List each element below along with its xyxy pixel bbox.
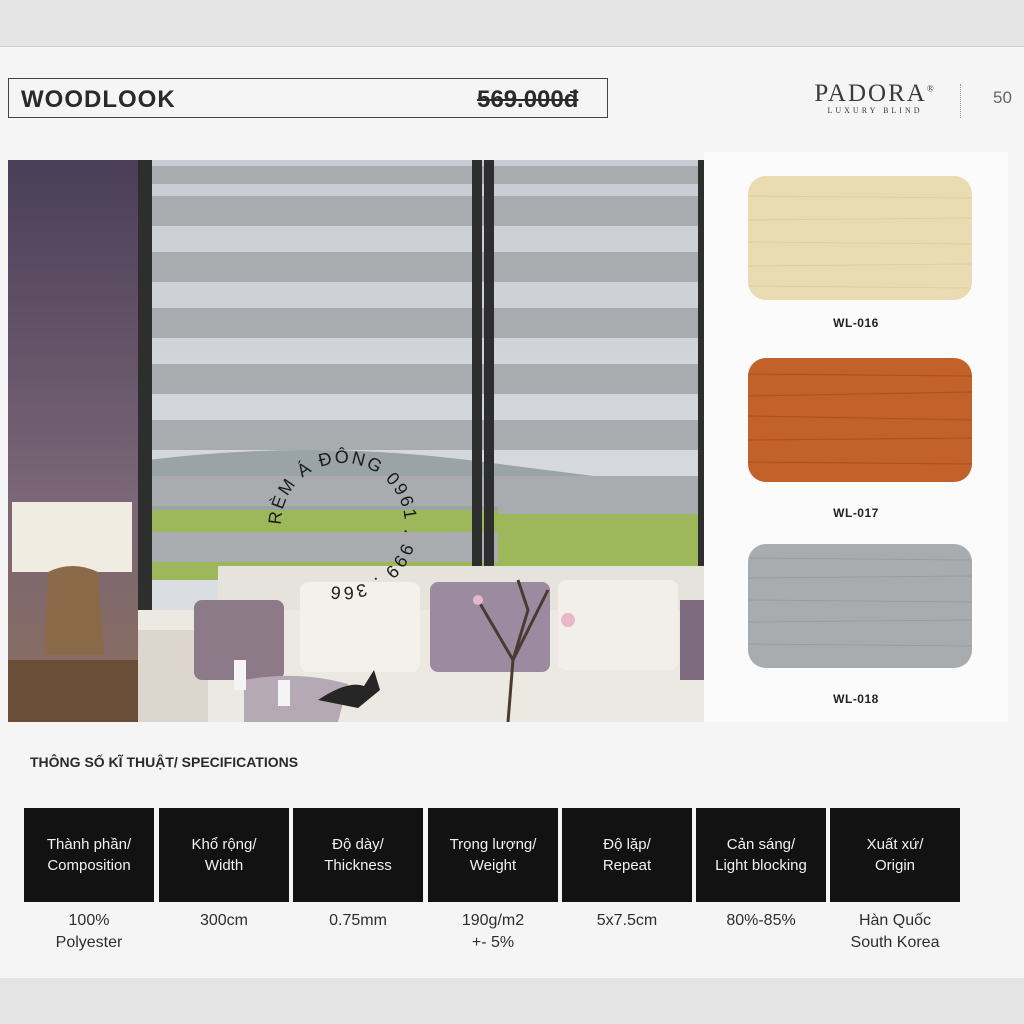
swatch-wl-016 bbox=[748, 176, 972, 300]
spec-label-en: Weight bbox=[469, 857, 517, 874]
page-number: 50 bbox=[993, 88, 1012, 107]
product-title: WOODLOOK bbox=[21, 86, 176, 113]
spec-value-line: 80%-85% bbox=[726, 912, 796, 929]
spec-label-vi: Xuất xứ/ bbox=[866, 836, 924, 853]
brand-name: PADORA bbox=[814, 80, 927, 107]
swatch-label: WL-018 bbox=[833, 692, 879, 706]
swatch-wl-016-texture bbox=[748, 176, 972, 300]
swatch-fill bbox=[748, 544, 972, 668]
swatch-wl-018-texture bbox=[748, 544, 972, 668]
spec-label-en: Width bbox=[204, 857, 244, 874]
spec-label-en: Light blocking bbox=[715, 857, 807, 874]
swatch-panel bbox=[704, 152, 1008, 722]
spec-label-vi: Khổ rộng/ bbox=[191, 836, 257, 853]
spec-label-weight bbox=[428, 808, 558, 902]
spec-value-composition bbox=[24, 910, 154, 954]
spec-value-line: +- 5% bbox=[471, 934, 515, 951]
watermark-stamp bbox=[258, 440, 428, 610]
catalog-page bbox=[0, 46, 1024, 978]
brand-tagline: LUXURY BLIND bbox=[827, 106, 923, 115]
brand-logo bbox=[810, 80, 940, 115]
spec-value-repeat bbox=[562, 910, 692, 932]
swatch-label: WL-017 bbox=[833, 506, 879, 520]
watermark-text: RÈM Á ĐÔNG 0961 . 999 . 366 bbox=[264, 446, 422, 604]
spec-label-light-blocking bbox=[696, 808, 826, 902]
spec-value-light-blocking bbox=[696, 910, 826, 932]
spec-value-origin bbox=[830, 910, 960, 954]
spec-label-en: Origin bbox=[874, 857, 915, 874]
spec-label-width bbox=[159, 808, 289, 902]
spec-value-line: South Korea bbox=[850, 934, 940, 951]
specifications-heading: THÔNG SỐ KĨ THUẬT/ SPECIFICATIONS bbox=[30, 754, 299, 770]
header-divider bbox=[960, 84, 962, 118]
registered-mark: ® bbox=[926, 83, 936, 94]
svg-text:RÈM Á ĐÔNG 0961 . 999 . 366 bbox=[265, 446, 421, 603]
product-price-strikethrough: 569.000đ bbox=[477, 86, 579, 113]
spec-value-line: 190g/m2 bbox=[461, 912, 525, 929]
swatch-wl-018 bbox=[748, 544, 972, 668]
top-rule bbox=[0, 46, 1024, 47]
spec-value-thickness bbox=[293, 910, 423, 932]
spec-value-line: 5x7.5cm bbox=[596, 912, 658, 929]
spec-label-vi: Cản sáng/ bbox=[726, 836, 796, 853]
spec-label-vi: Trọng lượng/ bbox=[449, 836, 537, 853]
spec-value-line: 0.75mm bbox=[329, 912, 387, 929]
swatch-wl-017-texture bbox=[748, 358, 972, 482]
spec-label-en: Thickness bbox=[324, 857, 392, 874]
spec-label-en: Composition bbox=[47, 857, 131, 874]
swatch-label: WL-016 bbox=[833, 316, 879, 330]
spec-value-line: 300cm bbox=[199, 912, 249, 929]
spec-label-vi: Thành phần/ bbox=[46, 836, 132, 853]
spec-label-vi: Độ lặp/ bbox=[603, 836, 651, 853]
spec-label-composition bbox=[24, 808, 154, 902]
spec-label-thickness bbox=[293, 808, 423, 902]
spec-value-weight bbox=[428, 910, 558, 954]
spec-label-repeat bbox=[562, 808, 692, 902]
product-title-box bbox=[8, 78, 608, 118]
spec-value-line: Hàn Quốc bbox=[858, 912, 932, 929]
spec-label-en: Repeat bbox=[602, 857, 652, 874]
product-photo bbox=[8, 160, 704, 722]
spec-value-width bbox=[159, 910, 289, 932]
swatch-wl-017 bbox=[748, 358, 972, 482]
spec-label-vi: Độ dày/ bbox=[332, 836, 384, 853]
spec-label-origin bbox=[830, 808, 960, 902]
spec-value-line: Polyester bbox=[55, 934, 123, 951]
spec-value-line: 100% bbox=[68, 912, 110, 929]
swatch-fill bbox=[748, 176, 972, 300]
